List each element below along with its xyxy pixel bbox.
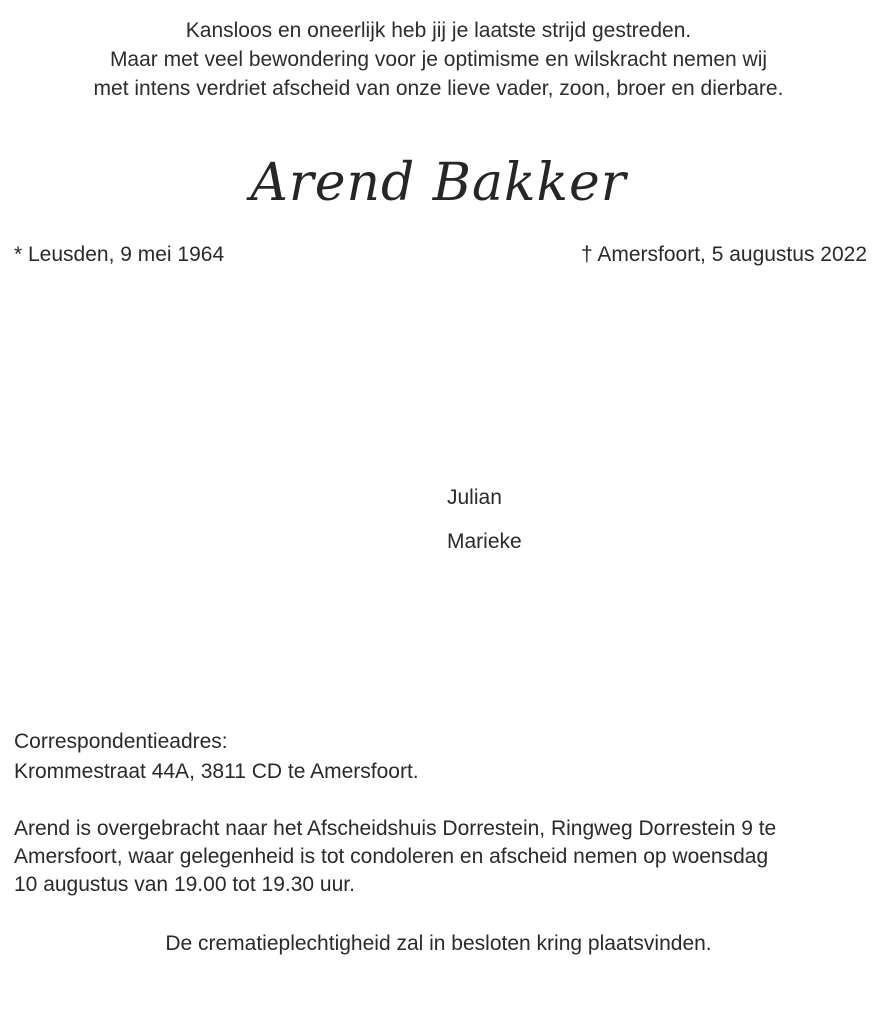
correspondence-block bbox=[14, 727, 419, 787]
birth-info: * Leusden, 9 mei 1964 bbox=[14, 243, 225, 266]
intro-line: met intens verdriet afscheid van onze lieve vader, zoon, broer en dierbare. bbox=[93, 77, 784, 100]
info-line: 10 augustus van 19.00 tot 19.30 uur. bbox=[14, 873, 355, 896]
correspondence-address: Krommestraat 44A, 3811 CD te Amersfoort. bbox=[14, 760, 419, 783]
relatives-list bbox=[447, 476, 522, 564]
intro-text bbox=[0, 16, 877, 103]
correspondence-label: Correspondentieadres: bbox=[14, 730, 228, 753]
relative-name: Marieke bbox=[447, 530, 522, 553]
info-line: Amersfoort, waar gelegenheid is tot condoleren en afscheid nemen op woensdag bbox=[14, 845, 769, 868]
relative-name: Julian bbox=[447, 486, 502, 509]
farewell-info bbox=[14, 815, 776, 899]
intro-line: Kansloos en oneerlijk heb jij je laatste strijd gestreden. bbox=[185, 19, 692, 42]
ceremony-note: De crematieplechtigheid zal in besloten kring plaatsvinden. bbox=[165, 932, 712, 955]
intro-line: Maar met veel bewondering voor je optimisme en wilskracht nemen wij bbox=[109, 48, 768, 71]
deceased-name: Arend Bakker bbox=[250, 153, 627, 213]
death-info: † Amersfoort, 5 augustus 2022 bbox=[580, 243, 867, 266]
info-line: Arend is overgebracht naar het Afscheidshuis Dorrestein, Ringweg Dorrestein 9 te bbox=[14, 817, 777, 840]
